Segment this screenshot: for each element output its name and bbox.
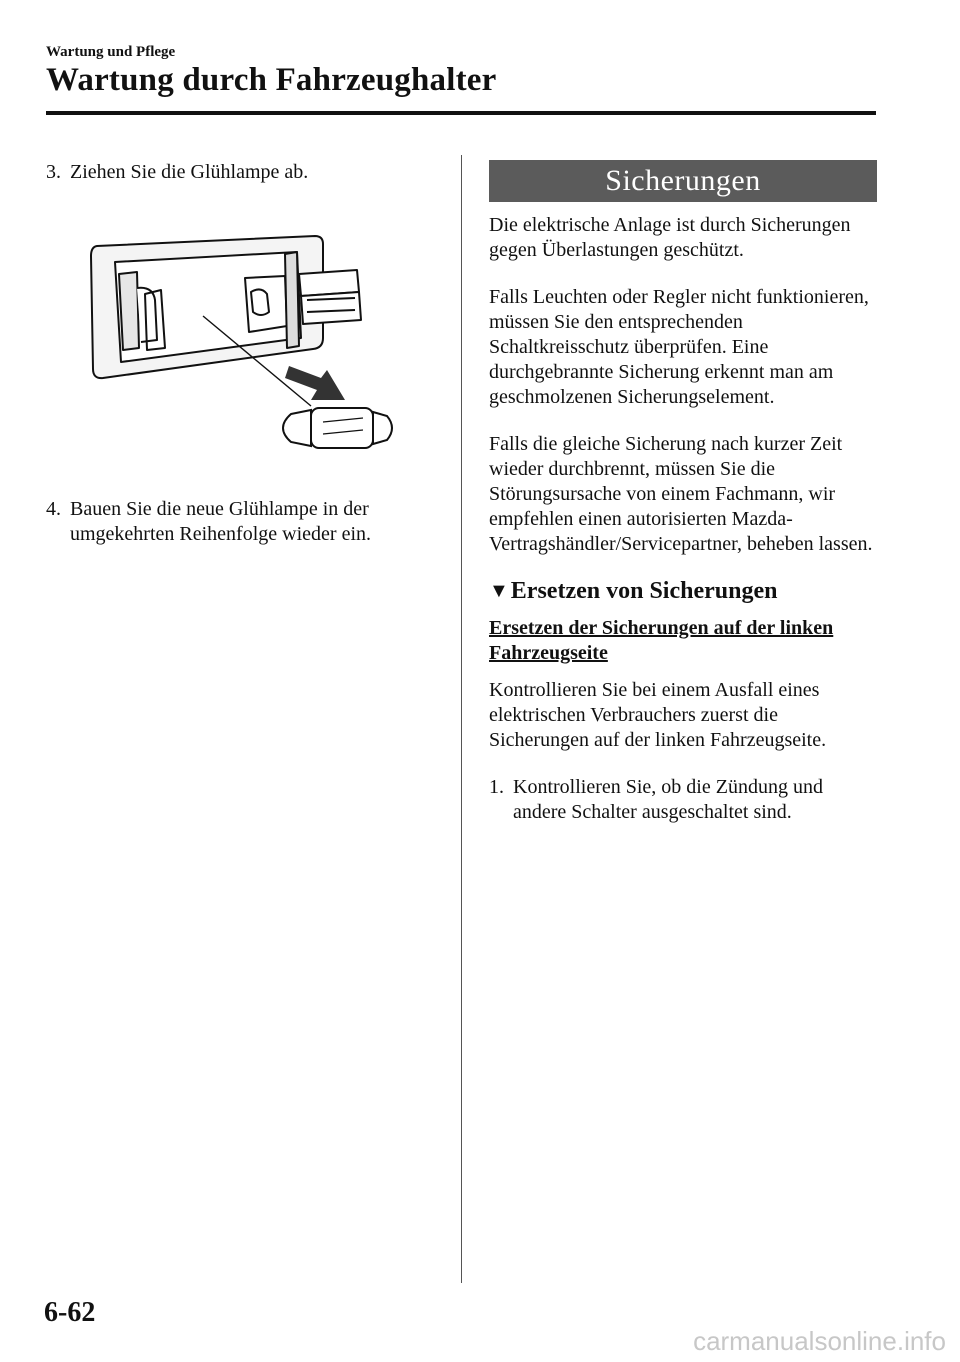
header-rule	[46, 111, 876, 115]
step-text: Ziehen Sie die Glühlampe ab.	[70, 161, 309, 183]
paragraph-2: Falls Leuchten oder Regler nicht funktionieren, müssen Sie den entsprechenden Schaltkreisschutz überprüfen. Eine durchgebrannte Sicherung erkennt man am geschmolzenen Sicherungselement.	[489, 286, 869, 408]
step-4-block	[46, 497, 446, 547]
step-1	[489, 775, 877, 825]
bulb-removal-illustration	[75, 228, 400, 460]
page-number: 6-62	[44, 1297, 96, 1328]
step-4	[46, 497, 446, 547]
watermark: carmanualsonline.info	[693, 1326, 946, 1356]
subheading	[489, 579, 877, 604]
triangle-down-icon: ▼	[489, 580, 509, 602]
column-divider	[461, 155, 462, 1283]
step-text: Bauen Sie die neue Glühlampe in der umgekehrten Reihenfolge wieder ein.	[70, 498, 371, 545]
left-column	[46, 160, 436, 185]
step-text: Kontrollieren Sie, ob die Zündung und andere Schalter ausgeschaltet sind.	[513, 776, 823, 823]
page-title: Wartung durch Fahrzeughalter	[46, 62, 497, 98]
running-header-section: Wartung und Pflege	[46, 44, 176, 60]
underlined-heading: Ersetzen der Sicherungen auf der linken Fahrzeugseite	[489, 617, 834, 664]
step-number: 3.	[46, 161, 61, 183]
paragraph-3: Falls die gleiche Sicherung nach kurzer Zeit wieder durchbrennt, müssen Sie die Störungsursache von einem Fachmann, wir empfehlen einen autorisierten Mazda-Vertragshändler/Servicepartner, beheben lassen.	[489, 433, 873, 555]
step-3	[46, 160, 436, 185]
paragraph-4: Kontrollieren Sie bei einem Ausfall eines elektrischen Verbrauchers zuerst die Sicherungen auf der linken Fahrzeugseite.	[489, 679, 827, 751]
step-number: 1.	[489, 776, 504, 798]
section-title-sicherungen: Sicherungen	[489, 160, 877, 202]
step-number: 4.	[46, 498, 61, 520]
right-column	[489, 160, 877, 825]
paragraph-1: Die elektrische Anlage ist durch Sicherungen gegen Überlastungen geschützt.	[489, 214, 851, 261]
subheading-text: Ersetzen von Sicherungen	[510, 578, 778, 604]
